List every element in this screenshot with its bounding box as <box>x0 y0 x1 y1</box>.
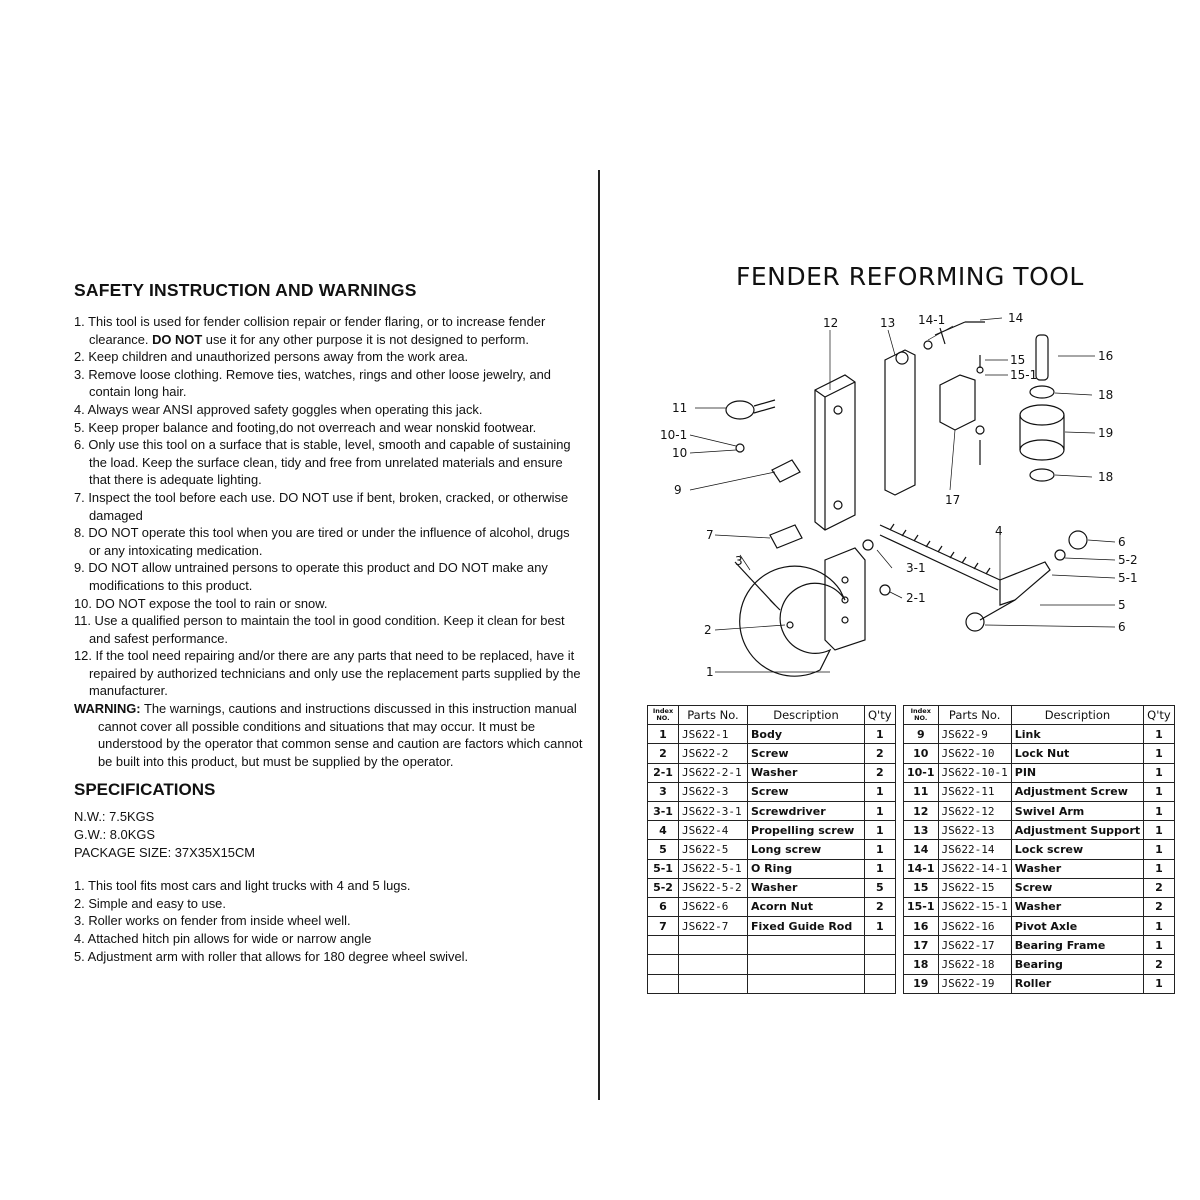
safety-rule-item: 3. Remove loose clothing. Remove ties, watches, rings and other loose jewelry, and contain long hair. <box>74 366 551 400</box>
left-page <box>74 280 584 965</box>
index-cell: 11 <box>904 782 939 801</box>
index-cell: 3 <box>648 782 679 801</box>
table-header-row <box>904 706 1175 725</box>
table-row <box>904 840 1175 859</box>
callout-label: 13 <box>880 316 896 330</box>
description-cell: Screw <box>748 744 865 763</box>
table-row <box>904 955 1175 974</box>
part-number-cell <box>679 974 748 993</box>
parts-table-left <box>647 705 896 994</box>
feature-item: 1. This tool fits most cars and light trucks with 4 and 5 lugs. <box>74 878 411 894</box>
feature-item: 2. Simple and easy to use. <box>74 895 226 911</box>
specifications-title: SPECIFICATIONS <box>74 780 216 800</box>
qty-header: Q'ty <box>865 706 896 725</box>
wheel-plate-part <box>740 566 845 676</box>
part-number-cell: JS622-15 <box>938 878 1011 897</box>
index-header: Index NO. <box>648 706 679 725</box>
qty-cell: 1 <box>865 917 896 936</box>
description-cell <box>748 936 865 955</box>
description-cell: Lock Nut <box>1011 744 1143 763</box>
safety-rule-item: 6. Only use this tool on a surface that is stable, level, smooth and capable of sustaining the load. Keep the surface clean, tidy and free from unrelated materials and ensure that there is adequate lighting. <box>74 437 571 488</box>
part-number-cell: JS622-3 <box>679 782 748 801</box>
roller-part <box>1020 405 1064 425</box>
safety-rule-item: 5. Keep proper balance and footing,do not overreach and wear nonskid footwear. <box>74 419 537 435</box>
part-number-cell: JS622-14-1 <box>938 859 1011 878</box>
part-number-cell: JS622-7 <box>679 917 748 936</box>
safety-rule-item: 11. Use a qualified person to maintain the tool in good condition. Keep it clean for best and safest performance. <box>74 613 565 646</box>
qty-cell: 2 <box>1144 955 1175 974</box>
index-cell: 19 <box>904 974 939 993</box>
part-number-cell: JS622-2 <box>679 744 748 763</box>
part-number-cell: JS622-16 <box>938 917 1011 936</box>
table-row <box>904 782 1175 801</box>
acorn-nut-bottom-part <box>966 613 984 631</box>
callout-label: 6 <box>1118 535 1126 549</box>
qty-cell: 1 <box>1144 821 1175 840</box>
part-number-cell: JS622-18 <box>938 955 1011 974</box>
warning-text: The warnings, cautions and instructions discussed in this instruction manual cannot cover all possible conditions and situations that may occur. It must be understood by the operator that common sense and caution are factors which cannot be built into this product, but must be supplied by the operator. <box>98 701 583 769</box>
index-cell <box>648 955 679 974</box>
callout-label: 3-1 <box>906 561 926 575</box>
callout-label: 10 <box>672 446 688 460</box>
qty-cell: 2 <box>1144 878 1175 897</box>
spec-line: G.W.: 8.0KGS <box>74 827 155 843</box>
o-ring-part <box>1055 550 1065 560</box>
safety-rules-list <box>74 313 584 700</box>
description-cell: Swivel Arm <box>1011 801 1143 820</box>
adjustment-screw-part <box>726 401 754 419</box>
callout-label: 3 <box>735 554 743 568</box>
description-cell: Acorn Nut <box>748 897 865 916</box>
description-cell <box>748 955 865 974</box>
part-number-cell <box>679 936 748 955</box>
bearing-top-part <box>1030 386 1054 398</box>
safety-rule-item: 8. DO NOT operate this tool when you are tired or under the influence of alcohol, drugs or any intoxicating medication. <box>74 525 570 558</box>
index-cell: 5-1 <box>648 859 679 878</box>
description-cell: Long screw <box>748 840 865 859</box>
leader-lines <box>690 318 1115 672</box>
callout-label: 17 <box>945 493 961 507</box>
safety-rule-item: 1. This tool is used for fender collision repair or fender flaring, or to increase fender clearance. DO NOT use it for any other purpose it is not designed to perform. <box>74 314 546 347</box>
callout-label: 7 <box>706 528 714 542</box>
description-cell <box>748 974 865 993</box>
table-row <box>648 763 896 782</box>
table-row <box>904 744 1175 763</box>
table-row <box>648 974 896 993</box>
index-cell: 6 <box>648 897 679 916</box>
description-cell: Adjustment Support <box>1011 821 1143 840</box>
table-row <box>648 744 896 763</box>
description-cell: Screw <box>748 782 865 801</box>
description-cell: Washer <box>748 878 865 897</box>
callout-label: 9 <box>674 483 682 497</box>
index-cell: 2-1 <box>648 763 679 782</box>
exploded-parts-diagram <box>640 300 1180 700</box>
description-cell: Roller <box>1011 974 1143 993</box>
index-cell: 2 <box>648 744 679 763</box>
safety-rule-item: 7. Inspect the tool before each use. DO NOT use if bent, broken, cracked, or otherwise damaged <box>74 489 569 523</box>
index-cell: 5-2 <box>648 878 679 897</box>
index-cell: 14 <box>904 840 939 859</box>
index-cell: 4 <box>648 821 679 840</box>
safety-rule-item: 10. DO NOT expose the tool to rain or snow. <box>74 595 328 611</box>
qty-cell: 1 <box>865 801 896 820</box>
table-row <box>648 955 896 974</box>
description-cell: Washer <box>1011 859 1143 878</box>
table-row <box>648 782 896 801</box>
part-number-cell: JS622-6 <box>679 897 748 916</box>
feature-item: 3. Roller works on fender from inside wheel well. <box>74 913 351 929</box>
qty-cell: 1 <box>1144 801 1175 820</box>
table-row <box>904 821 1175 840</box>
callout-label: 6 <box>1118 620 1126 634</box>
part-number-cell: JS622-5 <box>679 840 748 859</box>
table-row <box>648 821 896 840</box>
part-number-cell <box>679 955 748 974</box>
washer-2-1-part <box>880 585 890 595</box>
long-screw-part <box>1000 562 1050 605</box>
description-header: Description <box>748 706 865 725</box>
qty-cell: 1 <box>865 782 896 801</box>
index-cell: 9 <box>904 725 939 744</box>
description-cell: Lock screw <box>1011 840 1143 859</box>
qty-header: Q'ty <box>1144 706 1175 725</box>
screwdriver-3-1-part <box>863 540 873 550</box>
part-number-cell: JS622-19 <box>938 974 1011 993</box>
callout-label: 4 <box>995 524 1003 538</box>
index-cell: 3-1 <box>648 801 679 820</box>
pivot-axle-part <box>1036 335 1048 380</box>
table-row <box>904 936 1175 955</box>
callout-label: 5-1 <box>1118 571 1138 585</box>
safety-rule-item: 4. Always wear ANSI approved safety goggles when operating this jack. <box>74 401 483 417</box>
parts-no-header: Parts No. <box>679 706 748 725</box>
feature-item: 5. Adjustment arm with roller that allows for 180 degree wheel swivel. <box>74 948 469 964</box>
description-cell: Link <box>1011 725 1143 744</box>
table-row <box>904 801 1175 820</box>
table-row <box>648 859 896 878</box>
qty-cell: 1 <box>865 840 896 859</box>
description-cell: Screw <box>1011 878 1143 897</box>
callout-label: 11 <box>672 401 688 415</box>
callout-labels <box>660 311 1138 679</box>
part-number-cell: JS622-15-1 <box>938 897 1011 916</box>
part-number-cell: JS622-13 <box>938 821 1011 840</box>
callout-label: 18 <box>1098 470 1114 484</box>
callout-label: 1 <box>706 665 714 679</box>
index-cell: 18 <box>904 955 939 974</box>
features-list <box>74 877 584 965</box>
link-part <box>772 460 800 482</box>
propelling-screw-part <box>880 525 1000 590</box>
part-number-cell: JS622-2-1 <box>679 763 748 782</box>
table-row <box>904 859 1175 878</box>
warning-label: WARNING: <box>74 701 141 717</box>
table-row <box>648 840 896 859</box>
callout-label: 5 <box>1118 598 1126 612</box>
qty-cell: 1 <box>865 859 896 878</box>
parts-table-right <box>903 705 1175 994</box>
part-number-cell: JS622-17 <box>938 936 1011 955</box>
callout-label: 5-2 <box>1118 553 1138 567</box>
table-row <box>904 878 1175 897</box>
qty-cell: 2 <box>865 744 896 763</box>
qty-cell: 2 <box>865 763 896 782</box>
fixed-guide-rod-part <box>770 525 802 548</box>
index-cell <box>648 974 679 993</box>
qty-cell: 1 <box>1144 917 1175 936</box>
table-row <box>648 801 896 820</box>
index-cell: 14-1 <box>904 859 939 878</box>
feature-item: 4. Attached hitch pin allows for wide or narrow angle <box>74 931 372 946</box>
description-cell: Screwdriver <box>748 801 865 820</box>
description-cell: Bearing <box>1011 955 1143 974</box>
qty-cell: 2 <box>1144 897 1175 916</box>
index-cell: 16 <box>904 917 939 936</box>
part-number-cell: JS622-5-1 <box>679 859 748 878</box>
index-header: Index NO. <box>904 706 939 725</box>
part-number-cell: JS622-14 <box>938 840 1011 859</box>
spec-line: PACKAGE SIZE: 37X35X15CM <box>74 844 256 860</box>
description-cell: Washer <box>1011 897 1143 916</box>
description-cell: O Ring <box>748 859 865 878</box>
table-header-row <box>648 706 896 725</box>
part-number-cell: JS622-10 <box>938 744 1011 763</box>
part-number-cell: JS622-3-1 <box>679 801 748 820</box>
index-cell: 5 <box>648 840 679 859</box>
callout-label: 14 <box>1008 311 1024 325</box>
table-row <box>648 917 896 936</box>
qty-cell: 5 <box>865 878 896 897</box>
table-row <box>648 878 896 897</box>
table-row <box>648 897 896 916</box>
qty-cell <box>865 974 896 993</box>
table-row <box>648 725 896 744</box>
callout-label: 19 <box>1098 426 1114 440</box>
part-number-cell: JS622-10-1 <box>938 763 1011 782</box>
index-cell: 7 <box>648 917 679 936</box>
table-row <box>904 763 1175 782</box>
description-cell: Fixed Guide Rod <box>748 917 865 936</box>
callout-label: 15-1 <box>1010 368 1038 382</box>
warning-paragraph <box>74 700 584 770</box>
part-number-cell: JS622-5-2 <box>679 878 748 897</box>
description-header: Description <box>1011 706 1143 725</box>
description-cell: PIN <box>1011 763 1143 782</box>
index-cell: 15 <box>904 878 939 897</box>
lock-nut-part <box>736 444 744 452</box>
safety-title: SAFETY INSTRUCTION AND WARNINGS <box>74 280 417 300</box>
qty-cell <box>865 955 896 974</box>
part-number-cell: JS622-1 <box>679 725 748 744</box>
description-cell: Washer <box>748 763 865 782</box>
index-cell: 15-1 <box>904 897 939 916</box>
description-cell: Propelling screw <box>748 821 865 840</box>
part-number-cell: JS622-9 <box>938 725 1011 744</box>
swivel-arm-edge <box>815 390 825 530</box>
part-number-cell: JS622-4 <box>679 821 748 840</box>
callout-label: 18 <box>1098 388 1114 402</box>
index-cell: 13 <box>904 821 939 840</box>
table-row <box>904 725 1175 744</box>
qty-cell: 1 <box>1144 744 1175 763</box>
qty-cell: 1 <box>1144 859 1175 878</box>
qty-cell: 1 <box>865 725 896 744</box>
description-cell: Pivot Axle <box>1011 917 1143 936</box>
qty-cell: 1 <box>1144 725 1175 744</box>
callout-label: 12 <box>823 316 839 330</box>
callout-label: 10-1 <box>660 428 688 442</box>
bearing-bottom-part <box>1030 469 1054 481</box>
callout-label: 15 <box>1010 353 1026 367</box>
adjustment-support-part <box>885 350 915 495</box>
part-number-cell: JS622-11 <box>938 782 1011 801</box>
washer-14-1-part <box>924 341 932 349</box>
bearing-frame-part <box>940 375 975 430</box>
qty-cell: 1 <box>865 821 896 840</box>
index-cell: 1 <box>648 725 679 744</box>
index-cell: 12 <box>904 801 939 820</box>
acorn-nut-top-part <box>1069 531 1087 549</box>
description-cell: Body <box>748 725 865 744</box>
callout-label: 2-1 <box>906 591 926 605</box>
qty-cell: 1 <box>1144 782 1175 801</box>
table-row <box>904 897 1175 916</box>
parts-no-header: Parts No. <box>938 706 1011 725</box>
spec-line: N.W.: 7.5KGS <box>74 809 155 825</box>
callout-label: 16 <box>1098 349 1114 363</box>
table-row <box>648 936 896 955</box>
index-cell: 17 <box>904 936 939 955</box>
description-cell: Adjustment Screw <box>1011 782 1143 801</box>
safety-rule-item: 2. Keep children and unauthorized persons away from the work area. <box>74 349 469 365</box>
qty-cell: 1 <box>1144 763 1175 782</box>
callout-label: 14-1 <box>918 313 946 327</box>
qty-cell: 1 <box>1144 936 1175 955</box>
washer-2-part <box>787 622 793 628</box>
qty-cell <box>865 936 896 955</box>
safety-rule-item: 12. If the tool need repairing and/or there are any parts that need to be replaced, have it repaired by authorized technicians and only use the replacement parts supplied by the manufacturer. <box>74 648 581 699</box>
index-cell: 10-1 <box>904 763 939 782</box>
table-row <box>904 917 1175 936</box>
callout-label: 2 <box>704 623 712 637</box>
index-cell: 10 <box>904 744 939 763</box>
qty-cell: 2 <box>865 897 896 916</box>
page-title: FENDER REFORMING TOOL <box>736 262 1084 291</box>
index-cell <box>648 936 679 955</box>
description-cell: Bearing Frame <box>1011 936 1143 955</box>
qty-cell: 1 <box>1144 974 1175 993</box>
safety-rule-item: 9. DO NOT allow untrained persons to operate this product and DO NOT make any modifications to this product. <box>74 560 548 593</box>
table-row <box>904 974 1175 993</box>
page-divider <box>598 170 600 1100</box>
part-number-cell: JS622-12 <box>938 801 1011 820</box>
qty-cell: 1 <box>1144 840 1175 859</box>
